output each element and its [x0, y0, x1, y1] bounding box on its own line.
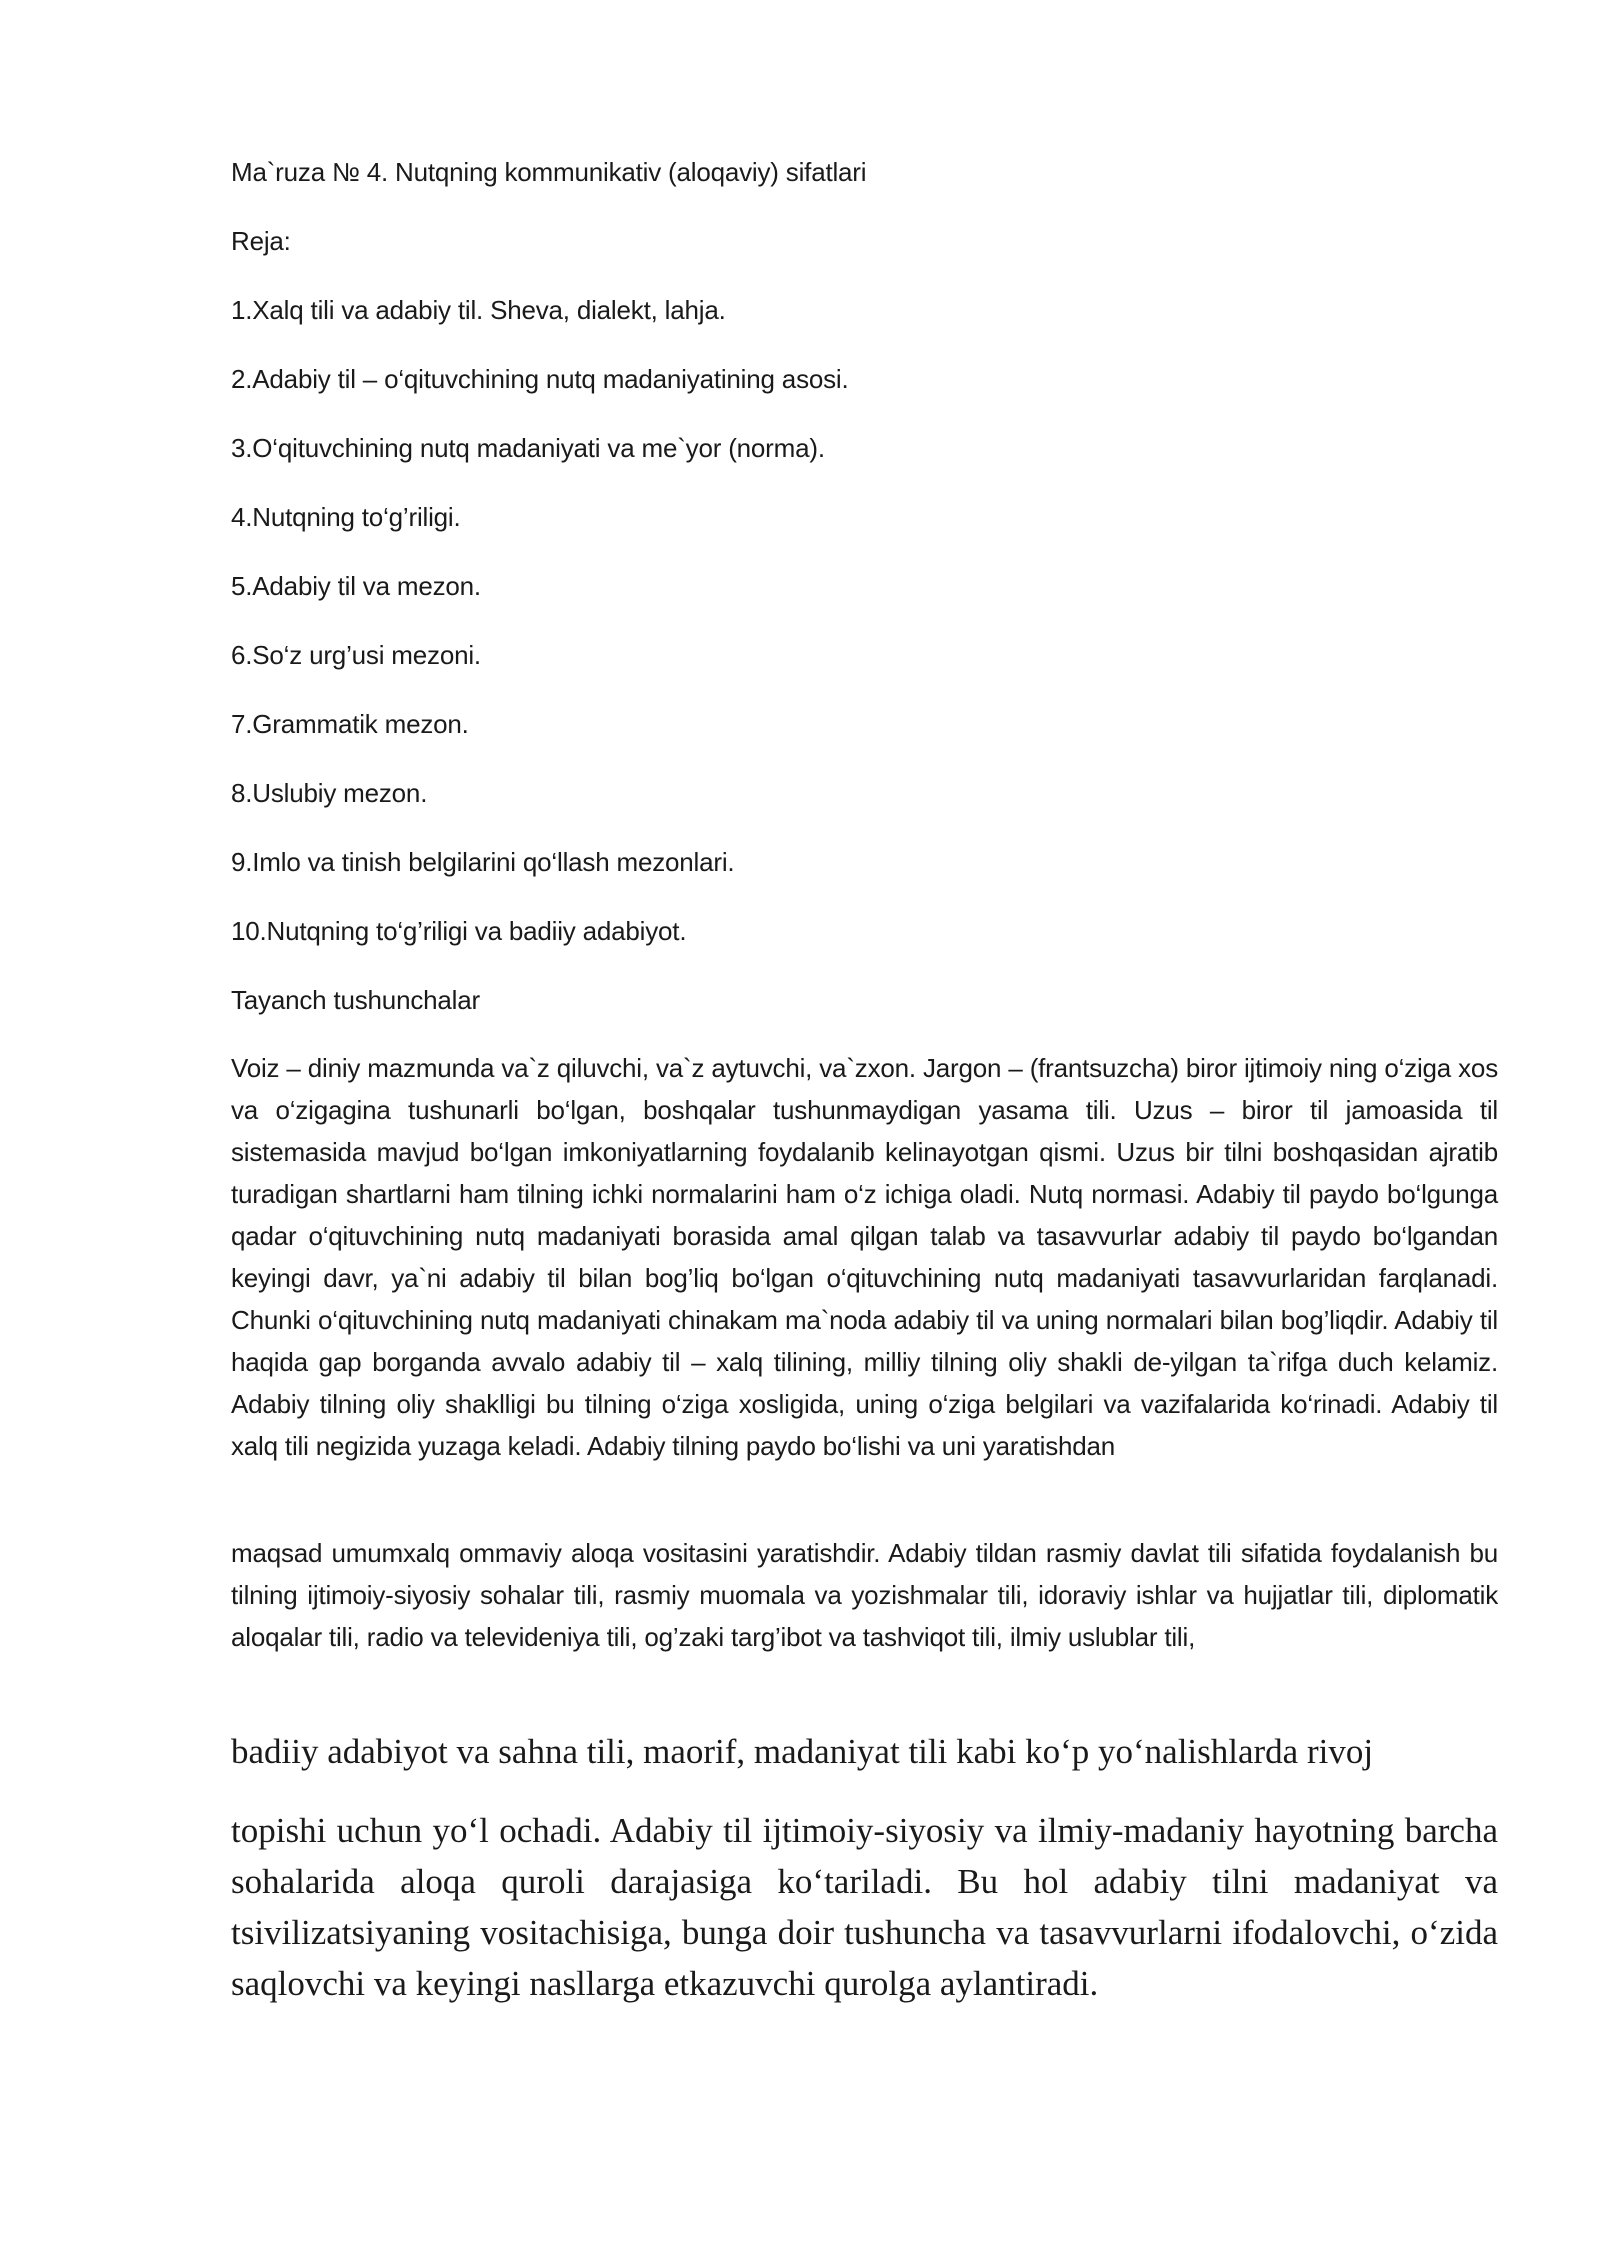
- plan-item: 2.Adabiy til – o‘qituvchining nutq madaniyatining asosi.: [231, 364, 849, 394]
- serif-line: badiiy adabiyot va sahna tili, maorif, madaniyat tili kabi ko‘p yo‘nalishlarda rivoj: [231, 1732, 1374, 1771]
- lecture-title: Ma`ruza № 4. Nutqning kommunikativ (aloqaviy) sifatlari: [231, 157, 867, 187]
- key-concepts-label: Tayanch tushunchalar: [231, 985, 480, 1015]
- plan-item: 1.Xalq tili va adabiy til. Sheva, dialekt, lahja.: [231, 295, 726, 325]
- body-paragraph-2: maqsad umumxalq ommaviy aloqa vositasini yaratishdir. Adabiy tildan rasmiy davlat tili sifatida foydalanish bu tilning ijtimoiy-siyosiy sohalar tili, rasmiy muomala va yozishmalar tili, idoraviy ishlar va hujjatlar tili, diplomatik aloqalar tili, radio va televideniya tili, og’zaki targ’ibot va tashviqot tili, ilmiy uslublar tili,: [231, 1538, 1498, 1652]
- body-paragraph-3: topishi uchun yo‘l ochadi. Adabiy til ijtimoiy-siyosiy va ilmiy-madaniy hayotning barcha sohalarida aloqa quroli darajasiga ko‘tariladi. Bu hol adabiy tilni madaniyat va tsivilizatsiyaning vositachisiga, bunga doir tushuncha va tasavvurlarni ifodalovchi, o‘zida saqlovchi va keyingi nasllarga etkazuvchi qurolga aylantiradi.: [231, 1811, 1498, 2003]
- plan-item: 7.Grammatik mezon.: [231, 709, 469, 739]
- plan-item: 10.Nutqning to‘g’riligi va badiiy adabiyot.: [231, 916, 687, 946]
- body-paragraph-1: Voiz – diniy mazmunda va`z qiluvchi, va`z aytuvchi, va`zxon. Jargon – (frantsuzcha) biror ijtimoiy ning o‘ziga xos va o‘zigagina tushunarli bo‘lgan, boshqalar tushunmaydigan yasama tili. Uzus – biror til jamoasida til sistemasida mavjud bo‘lgan imkoniyatlarning foydalanib kelinayotgan qismi. Uzus bir tilni boshqasidan ajratib turadigan shartlarni ham tilning ichki normalarini ham o‘z ichiga oladi. Nutq normasi. Adabiy til paydo bo‘lgunga qadar o‘qituvchining nutq madaniyati borasida amal qilgan talab va tasavvurlar adabiy til paydo bo‘lgandan keyingi davr, ya`ni adabiy til bilan bog’liq bo‘lgan o‘qituvchining nutq madaniyati tasavvurlaridan farqlanadi. Chunki o‘qituvchining nutq madaniyati chinakam ma`noda adabiy til va uning normalari bilan bog’liqdir. Adabiy til haqida gap borganda avvalo adabiy til – xalq tilining, milliy tilning oliy shakli de-yilgan ta`rifga duch kelamiz. Adabiy tilning oliy shaklligi bu tilning o‘ziga xosligida, uning o‘ziga belgilari va vazifalarida ko‘rinadi. Adabiy til xalq tili negizida yuzaga keladi. Adabiy tilning paydo bo‘lishi va uni yaratishdan: [231, 1053, 1498, 1461]
- plan-item: 6.So‘z urg’usi mezoni.: [231, 640, 481, 670]
- plan-item: 3.O‘qituvchining nutq madaniyati va me`yor (norma).: [231, 433, 825, 463]
- plan-item: 9.Imlo va tinish belgilarini qo‘llash mezonlari.: [231, 847, 735, 877]
- plan-item: 4.Nutqning to‘g’riligi.: [231, 502, 461, 532]
- plan-item: 8.Uslubiy mezon.: [231, 778, 428, 808]
- plan-label: Reja:: [231, 226, 291, 256]
- plan-item: 5.Adabiy til va mezon.: [231, 571, 481, 601]
